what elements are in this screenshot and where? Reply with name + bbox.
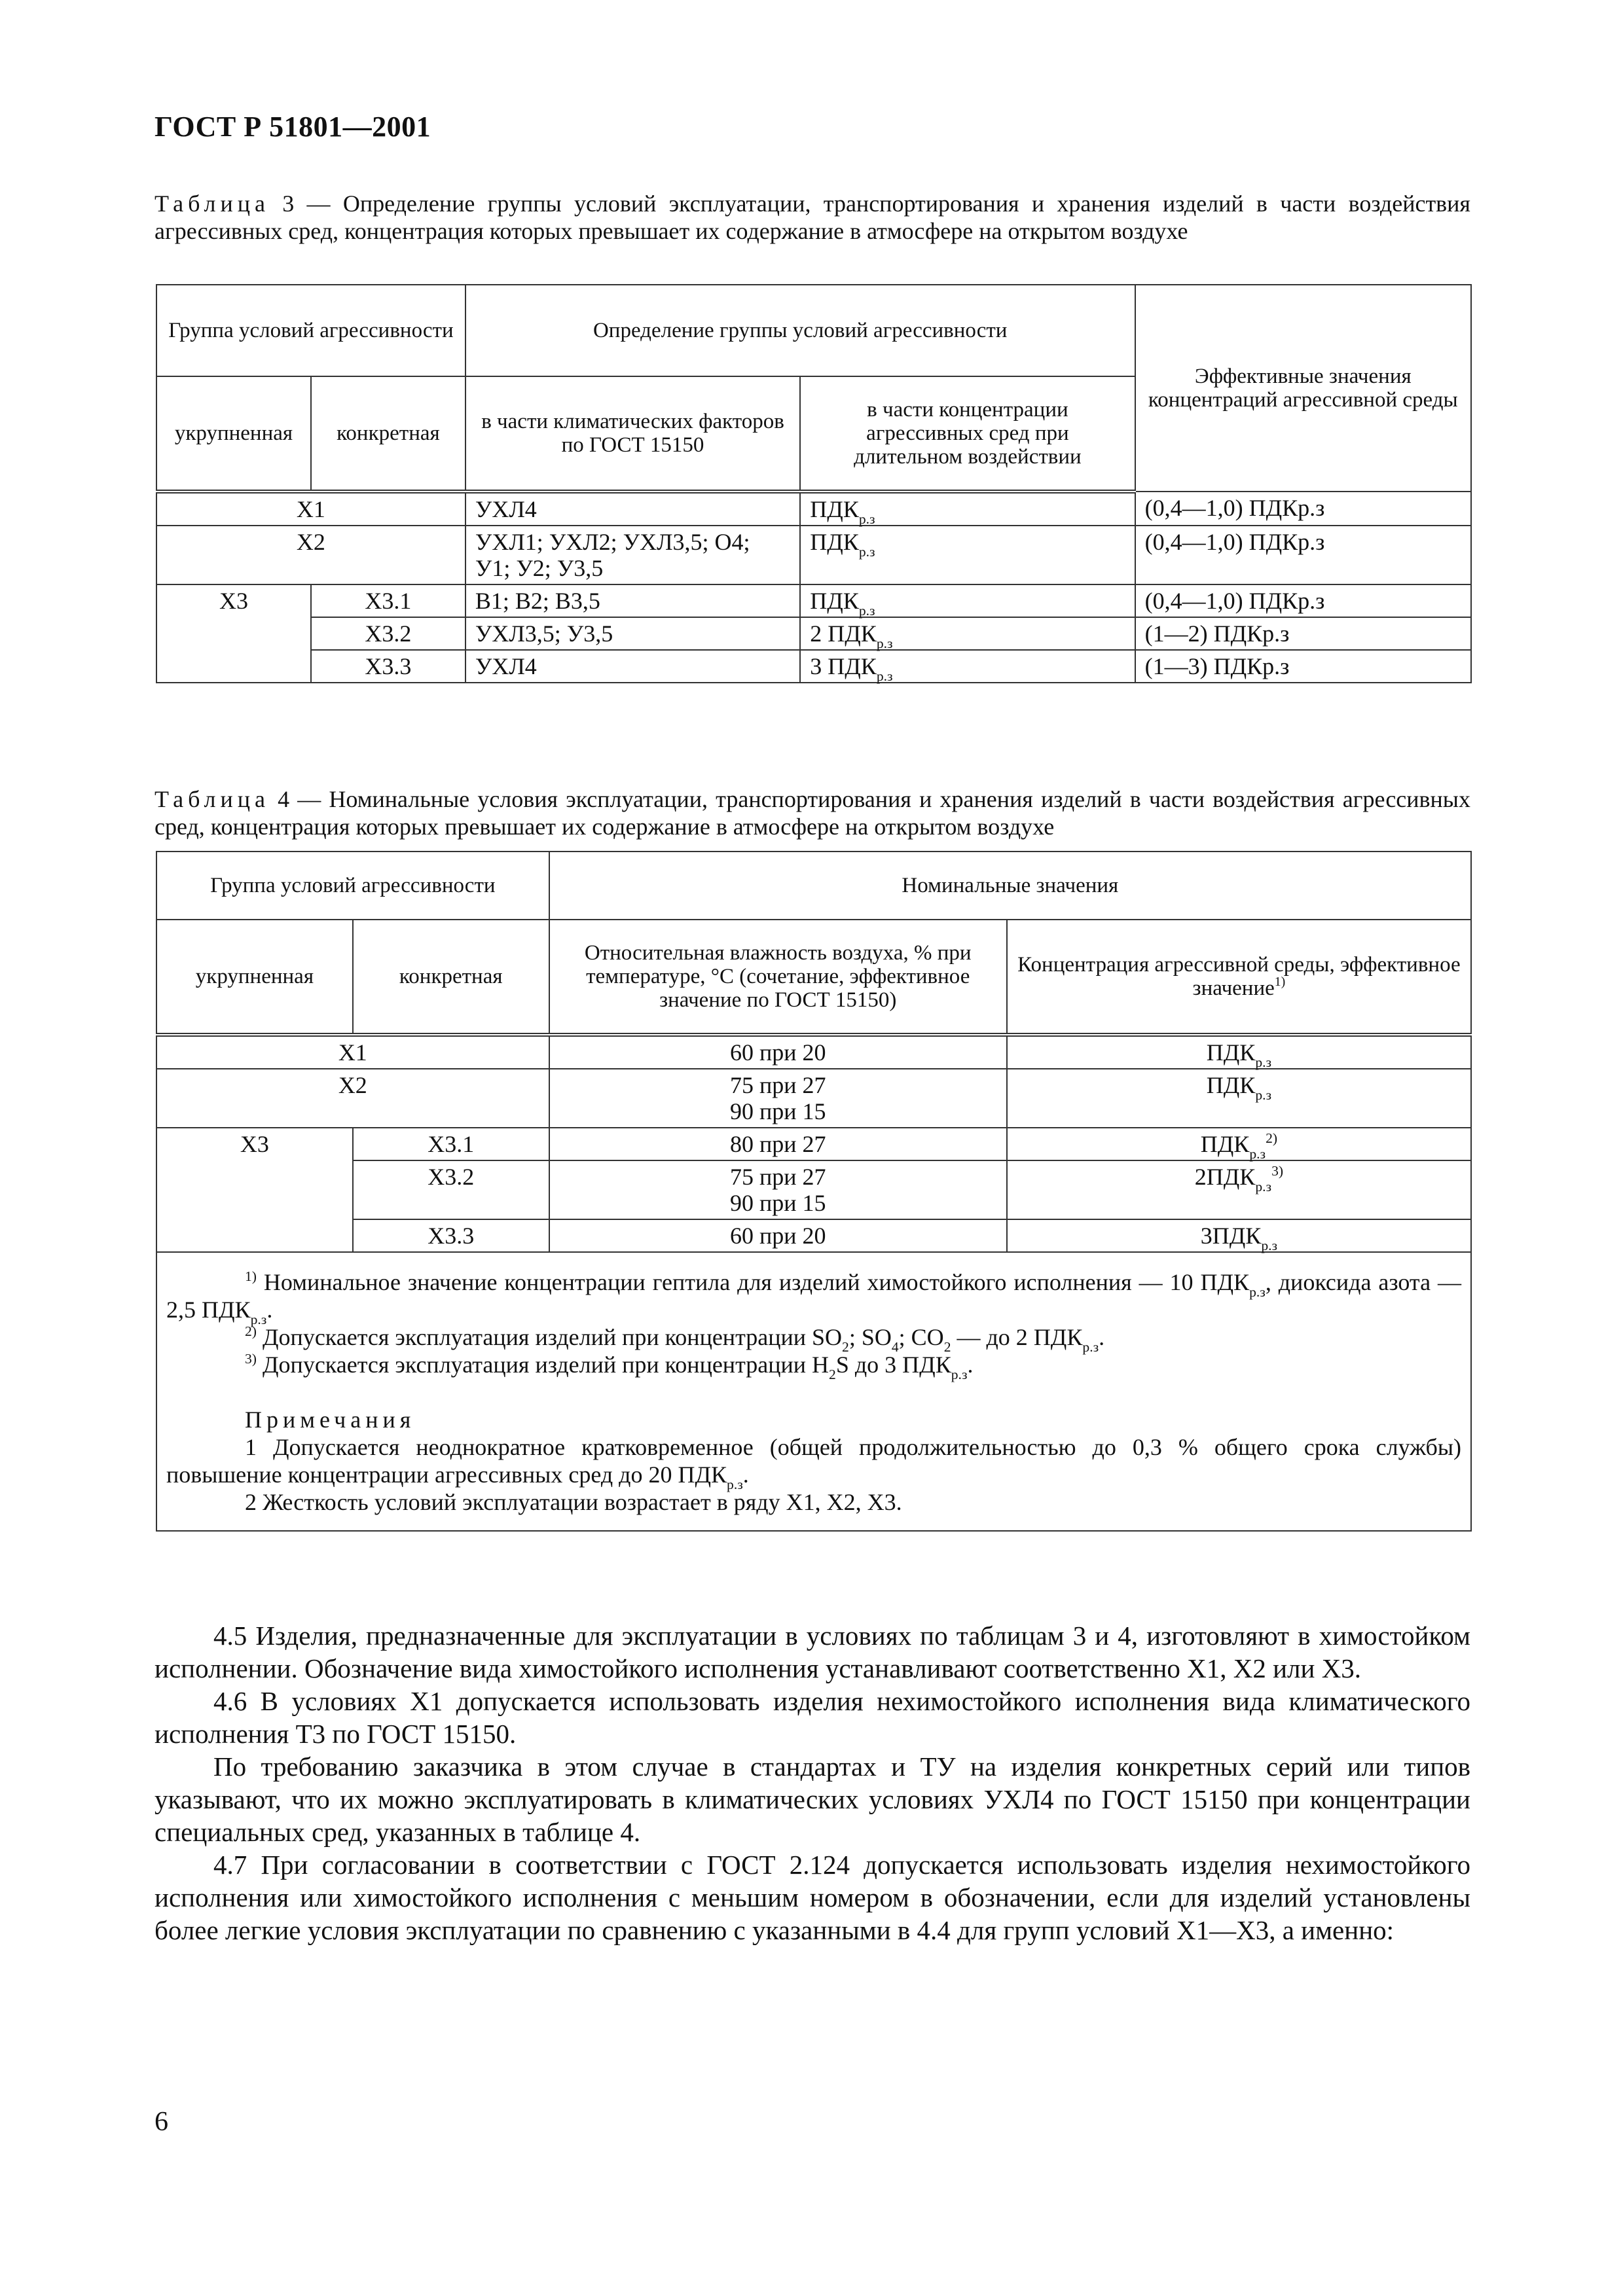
table-row (156, 650, 1471, 683)
table4-head-specific: конкретная (353, 920, 549, 1035)
table-row (156, 1035, 1471, 1069)
table3-head-group: Группа условий агрессивности (156, 285, 465, 376)
table4-cell-concentration: $3ПДК_{р.з}$ (1007, 1219, 1471, 1252)
notes-title: Примечания (245, 1407, 416, 1433)
table4-cell-specific: Х3.2 (353, 1160, 549, 1219)
paragraph-4-6-continued: По требованию заказчика в этом случае в стандартах и ТУ на изделия конкретных серий или типов указывают, что их можно эксплуатировать в климатических условиях УХЛ4 по ГОСТ 15150 при концентрации специальных сред, указанных в таблице 4. (155, 1751, 1470, 1847)
table3 (156, 284, 1472, 683)
table3-cell-climatic: В1; В2; В3,5 (465, 584, 800, 617)
table3-head-climatic: в части климатических факторов по ГОСТ 15150 (465, 376, 800, 492)
table3-head-concentration: в части концентрации агрессивных сред при длительном воздействии (800, 376, 1135, 492)
table4-head-group: Группа условий агрессивности (156, 852, 549, 920)
table3-caption-text: 3 — Определение группы условий эксплуатации, транспортирования и хранения изделий в части воздействия агрессивных сред, концентрация которых превышает их содержание в атмосфере на открытом воздухе (155, 190, 1470, 244)
table3-cell-effective: (0,4—1,0) ПДКр.з (1135, 492, 1471, 526)
paragraph-4-6: 4.6 В условиях Х1 допускается использовать изделия нехимостойкого исполнения вида климатического исполнения Т3 по ГОСТ 15150. (155, 1686, 1470, 1749)
table3-cell-concentration: $ПДК_{р.з}$ (800, 526, 1135, 584)
table4-cell-concentration: $ПДК_{р.з}$ (1007, 1035, 1471, 1069)
table4-cell-humidity: 80 при 27 (549, 1128, 1007, 1160)
table3-cell-group: Х2 (156, 526, 465, 584)
table4-head-enlarged: укрупненная (156, 920, 353, 1035)
page-number: 6 (155, 2107, 168, 2137)
table4-cell-concentration: $ПДК_{р.з}$ (1007, 1069, 1471, 1128)
table3-cell-effective: (1—2) ПДКр.з (1135, 617, 1471, 650)
table4-cell-group: Х1 (156, 1035, 549, 1069)
table4-cell-humidity: 60 при 20 (549, 1035, 1007, 1069)
table3-cell-group: Х1 (156, 492, 465, 526)
paragraph-4-5: 4.5 Изделия, предназначенные для эксплуатации в условиях по таблицам 3 и 4, изготовляют в химостойком исполнении. Обозначение вида химостойкого исполнения устанавливают соответственно Х1, Х2 или Х3. (155, 1621, 1470, 1683)
note-2: 2 Жесткость условий эксплуатации возрастает в ряду Х1, Х2, Х3. (245, 1489, 902, 1515)
table4-footnotes (156, 1252, 1471, 1531)
table-row (156, 526, 1471, 584)
table3-cell-concentration: 2 $ПДК_{р.з}$ (800, 617, 1135, 650)
table3-cell-specific: Х3.3 (311, 650, 465, 683)
table-row (156, 492, 1471, 526)
table3-cell-concentration: 3 $ПДК_{р.з}$ (800, 650, 1135, 683)
table4-cell-concentration: $2ПДК_{р.з}^{3)}$ (1007, 1160, 1471, 1219)
table-row (156, 1069, 1471, 1128)
table4-cell-group: Х3 (156, 1128, 353, 1252)
table3-cell-effective: (0,4—1,0) ПДКр.з (1135, 526, 1471, 584)
table4-cell-group: Х2 (156, 1069, 549, 1128)
table3-caption-word: Таблица (155, 190, 270, 217)
table3-cell-climatic: УХЛ1; УХЛ2; УХЛ3,5; О4; У1; У2; У3,5 (465, 526, 800, 584)
body-text (155, 1619, 1470, 1946)
table4-cell-humidity: 75 при 27 90 при 15 (549, 1069, 1007, 1128)
document-header: ГОСТ Р 51801—2001 (155, 111, 431, 143)
table4-cell-specific: Х3.3 (353, 1219, 549, 1252)
table3-cell-effective: (1—3) ПДКр.з (1135, 650, 1471, 683)
table-row (156, 1219, 1471, 1252)
table3-cell-concentration: $ПДК_{р.з}$ (800, 492, 1135, 526)
table3-head-definition: Определение группы условий агрессивности (465, 285, 1135, 376)
table4-caption (155, 785, 1470, 840)
table4-head-humidity: Относительная влажность воздуха, % при температуре, °С (сочетание, эффективное значение по ГОСТ 15150) (549, 920, 1007, 1035)
table-row (156, 584, 1471, 617)
paragraph-4-7: 4.7 При согласовании в соответствии с ГОСТ 2.124 допускается использовать изделия нехимостойкого исполнения или химостойкого исполнения с меньшим номером в обозначении, если для изделий установлены более легкие условия эксплуатации по сравнению с указанными в 4.4 для групп условий Х1—Х3, а именно: (155, 1850, 1470, 1945)
table3-cell-specific: Х3.1 (311, 584, 465, 617)
table-row (156, 617, 1471, 650)
table3-cell-climatic: УХЛ3,5; У3,5 (465, 617, 800, 650)
footnote-3: $^{3)}$ Допускается эксплуатация изделий при концентрации $H_2S$ до 3 $ПДК_{р.з}$. (245, 1351, 974, 1382)
table4-head-nominal: Номинальные значения (549, 852, 1471, 920)
table-row (156, 1160, 1471, 1219)
table3-cell-climatic: УХЛ4 (465, 650, 800, 683)
table4-cell-humidity: 75 при 27 90 при 15 (549, 1160, 1007, 1219)
table3-caption (155, 190, 1470, 245)
table3-cell-concentration: $ПДК_{р.з}$ (800, 584, 1135, 617)
footnote-2: $^{2)}$ Допускается эксплуатация изделий при концентрации $SO_2$; $SO_4$; $CO_2$ — до 2 $ПДК_{р.з}$. (245, 1323, 1105, 1355)
table4-caption-text: 4 — Номинальные условия эксплуатации, транспортирования и хранения изделий в части воздействия агрессивных сред, концентрация которых превышает их содержание в атмосфере на открытом воздухе (155, 786, 1470, 840)
table4-cell-concentration: $ПДК_{р.з}^{2)}$ (1007, 1128, 1471, 1160)
note-1: 1 Допускается неоднократное кратковременное (общей продолжительностью до 0,3 % общего срока службы) повышение концентрации агрессивных сред до 20 $ПДК_{р.з}$. (166, 1434, 1461, 1492)
table4-caption-word: Таблица (155, 786, 270, 812)
table3-cell-specific: Х3.2 (311, 617, 465, 650)
table4-head-concentration: Концентрация агрессивной среды, эффективное значение$^{1)}$ (1007, 920, 1471, 1035)
table3-cell-effective: (0,4—1,0) ПДКр.з (1135, 584, 1471, 617)
table3-head-specific: конкретная (311, 376, 465, 492)
table3-cell-climatic: УХЛ4 (465, 492, 800, 526)
table-row (156, 1128, 1471, 1160)
table4-cell-humidity: 60 при 20 (549, 1219, 1007, 1252)
table3-head-enlarged: укрупненная (156, 376, 311, 492)
footnote-1: $^{1)}$ Номинальное значение концентрации гептила для изделий химостойкого исполнения — 10 $ПДК_{р.з}$, диоксида азота — 2,5 $ПДК_{р.з}$. (166, 1268, 1461, 1327)
table3-cell-group: Х3 (156, 584, 311, 683)
table4-cell-specific: Х3.1 (353, 1128, 549, 1160)
table3-head-effective: Эффективные значения концентраций агрессивной среды (1135, 285, 1471, 492)
table4 (156, 851, 1472, 1532)
